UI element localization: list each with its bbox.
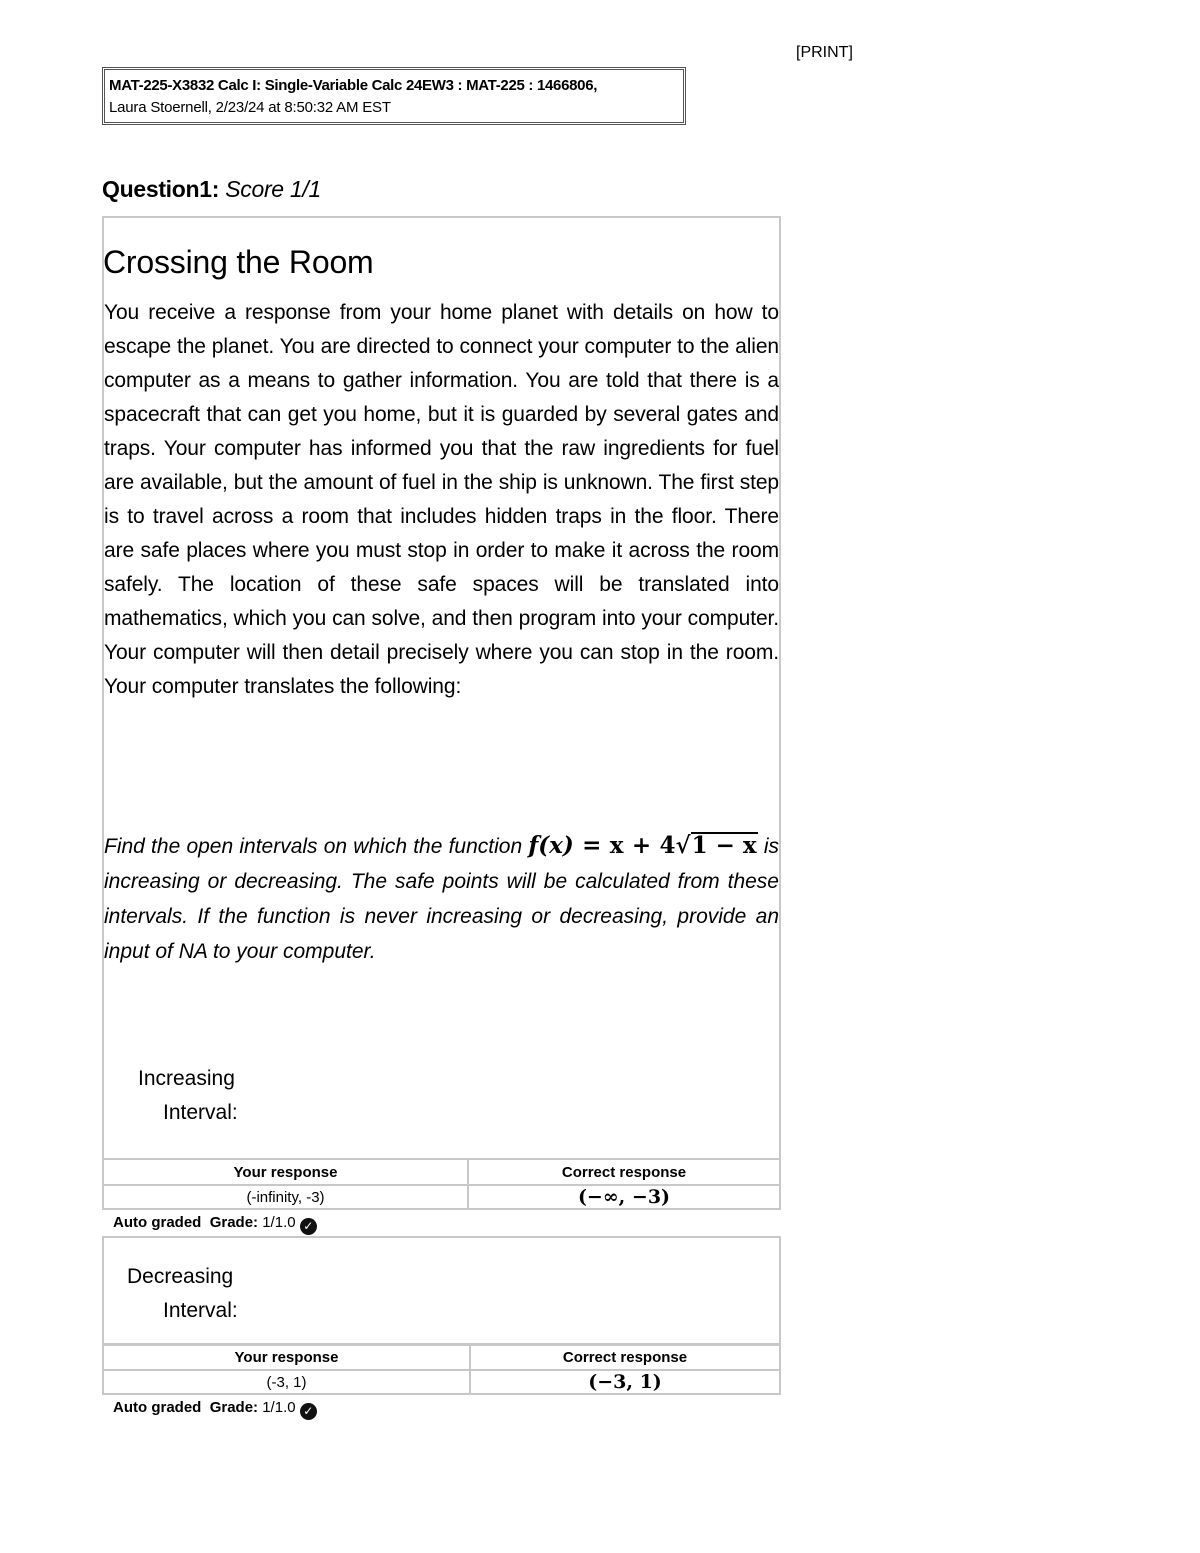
problem-title: Crossing the Room (103, 244, 374, 280)
decreasing-grade-line (113, 1398, 317, 1420)
prompt-start: Find the open intervals on which the function (104, 835, 523, 858)
increasing-label-line2: Interval: (163, 1101, 238, 1124)
increasing-label (138, 1062, 238, 1130)
function-radicand: 1 − x (691, 832, 757, 859)
function-eq: = x + 4 (582, 832, 676, 859)
increasing-response-table (102, 1158, 781, 1210)
course-header (102, 67, 686, 125)
check-circle-icon: ✓ (300, 1403, 317, 1420)
print-link[interactable]: [PRINT] (796, 44, 853, 61)
decreasing-label (127, 1260, 238, 1328)
correct-response-value: (−∞, −3) (468, 1185, 780, 1209)
check-circle-icon: ✓ (300, 1218, 317, 1235)
correct-response-header: Correct response (468, 1159, 780, 1185)
decreasing-response-table (102, 1343, 781, 1395)
increasing-grade-line (113, 1213, 317, 1235)
your-response-header: Your response (103, 1159, 468, 1185)
auto-graded-label: Auto graded (113, 1399, 202, 1416)
your-response-header: Your response (103, 1344, 470, 1370)
question-label: Question1: (102, 176, 220, 202)
grade-value: 1/1.0 (262, 1214, 296, 1231)
function-lhs: f(x) (528, 832, 574, 859)
your-response-value: (-infinity, -3) (103, 1185, 468, 1209)
function-formula: f(x) = x + 4√1 − x (528, 832, 757, 859)
prompt-end: is increasing or decreasing. The safe points will be calculated from these intervals. If the function is never increasing or decreasing, provide an input of NA to your computer. (104, 835, 779, 963)
auto-graded-label: Auto graded (113, 1214, 202, 1231)
decreasing-label-line1: Decreasing (127, 1265, 234, 1288)
course-line: MAT-225-X3832 Calc I: Single-Variable Calc 24EW3 : MAT-225 : 1466806, (109, 77, 598, 94)
grade-value: 1/1.0 (262, 1399, 296, 1416)
student-line: Laura Stoernell, 2/23/24 at 8:50:32 AM EST (109, 99, 391, 116)
correct-response-value: (−3, 1) (470, 1370, 780, 1394)
question-score: Score 1/1 (225, 176, 321, 202)
decreasing-label-line2: Interval: (163, 1299, 238, 1322)
correct-response-header: Correct response (470, 1344, 780, 1370)
question-heading (102, 176, 321, 203)
grade-label: Grade: (209, 1399, 259, 1416)
problem-story: You receive a response from your home planet with details on how to escape the planet. You are directed to connect your computer to the alien computer as a means to gather information. You are told that there is a spacecraft that can get you home, but it is guarded by several gates and traps. Your computer has informed you that the raw ingredients for fuel are available, but the amount of fuel in the ship is unknown. The first step is to travel across a room that includes hidden traps in the floor. There are safe places where you must stop in order to make it across the room safely. The location of these safe spaces will be translated into mathematics, which you can solve, and then program into your computer. Your computer will then detail precisely where you can stop in the room. Your computer translates the following: (104, 301, 779, 698)
grade-label: Grade: (209, 1214, 259, 1231)
your-response-value: (-3, 1) (103, 1370, 470, 1394)
problem-prompt (104, 828, 779, 969)
increasing-label-line1: Increasing (138, 1067, 235, 1090)
